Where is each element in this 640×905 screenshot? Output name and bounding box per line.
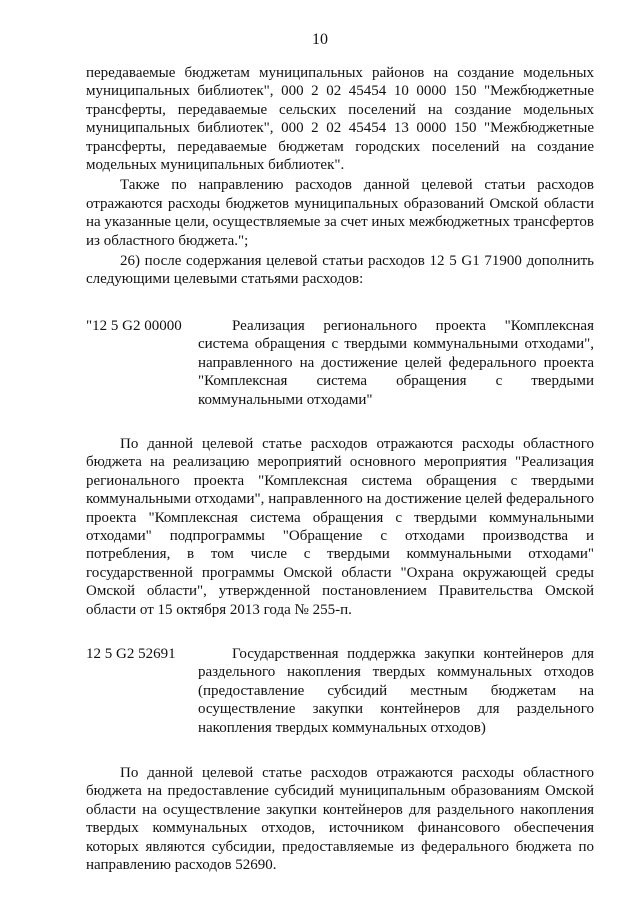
paragraph-item-26: 26) после содержания целевой статьи расходов 12 5 G1 71900 дополнить следующими целевыми статьями расходов: [86, 253, 594, 288]
document-body [86, 64, 594, 874]
entry-name: Реализация регионального проекта "Комплексная система обращения с твердыми коммунальными отходами", направленного на достижение целей федерального проекта "Комплексная система обращения с твердыми коммунальными отходами" [198, 317, 594, 408]
paragraph-entry-description: По данной целевой статье расходов отражаются расходы областного бюджета на предоставление субсидий муниципальным образованиям Омской области на осуществление закупки контейнеров для раздельного накопления твердых коммунальных отходов, источником финансового обеспечения которых являются субсидии, предоставляемые из федерального бюджета по направлению расходов 52690. [86, 765, 594, 874]
page-number: 10 [312, 31, 328, 48]
paragraph-expenses-note: Также по направлению расходов данной целевой статьи расходов отражаются расходы бюджетов муниципальных образований Омской области на указанные цели, осуществляемые за счет иных межбюджетных трансфертов из областного бюджета."; [86, 177, 594, 249]
entry-name: Государственная поддержка закупки контейнеров для раздельного накопления твердых коммунальных отходов (предоставление субсидий местным бюджетам на осуществление закупки контейнеров для раздельного накопления твердых коммунальных отходов) [198, 645, 594, 736]
budget-entry [86, 645, 594, 737]
entry-code: 12 5 G2 52691 [86, 645, 176, 662]
budget-entry [86, 317, 594, 409]
paragraph-entry-description: По данной целевой статье расходов отражаются расходы областного бюджета на реализацию мероприятий основного мероприятия "Реализация регионального проекта "Комплексная система обращения с твердыми коммунальными отходами", направленного на достижение целей федерального проекта "Комплексная система обращения с твердыми коммунальными отходами" подпрограммы "Обращение с отходами производства и потребления, в том числе с твердыми коммунальными отходами" государственной программы Омской области "Охрана окружающей среды Омской области", утвержденной постановлением Правительства Омской области от 15 октября 2013 года № 255-п. [86, 435, 594, 618]
paragraph-continuation: передаваемые бюджетам муниципальных районов на создание модельных муниципальных библиотек", 000 2 02 45454 10 0000 150 "Межбюджетные трансферты, передаваемые сельских поселений на создание модельных муниципальных библиотек", 000 2 02 45454 13 0000 150 "Межбюджетные трансферты, передаваемые бюджетам городских поселений на создание модельных муниципальных библиотек". [86, 65, 594, 174]
entry-code: "12 5 G2 00000 [86, 317, 182, 334]
